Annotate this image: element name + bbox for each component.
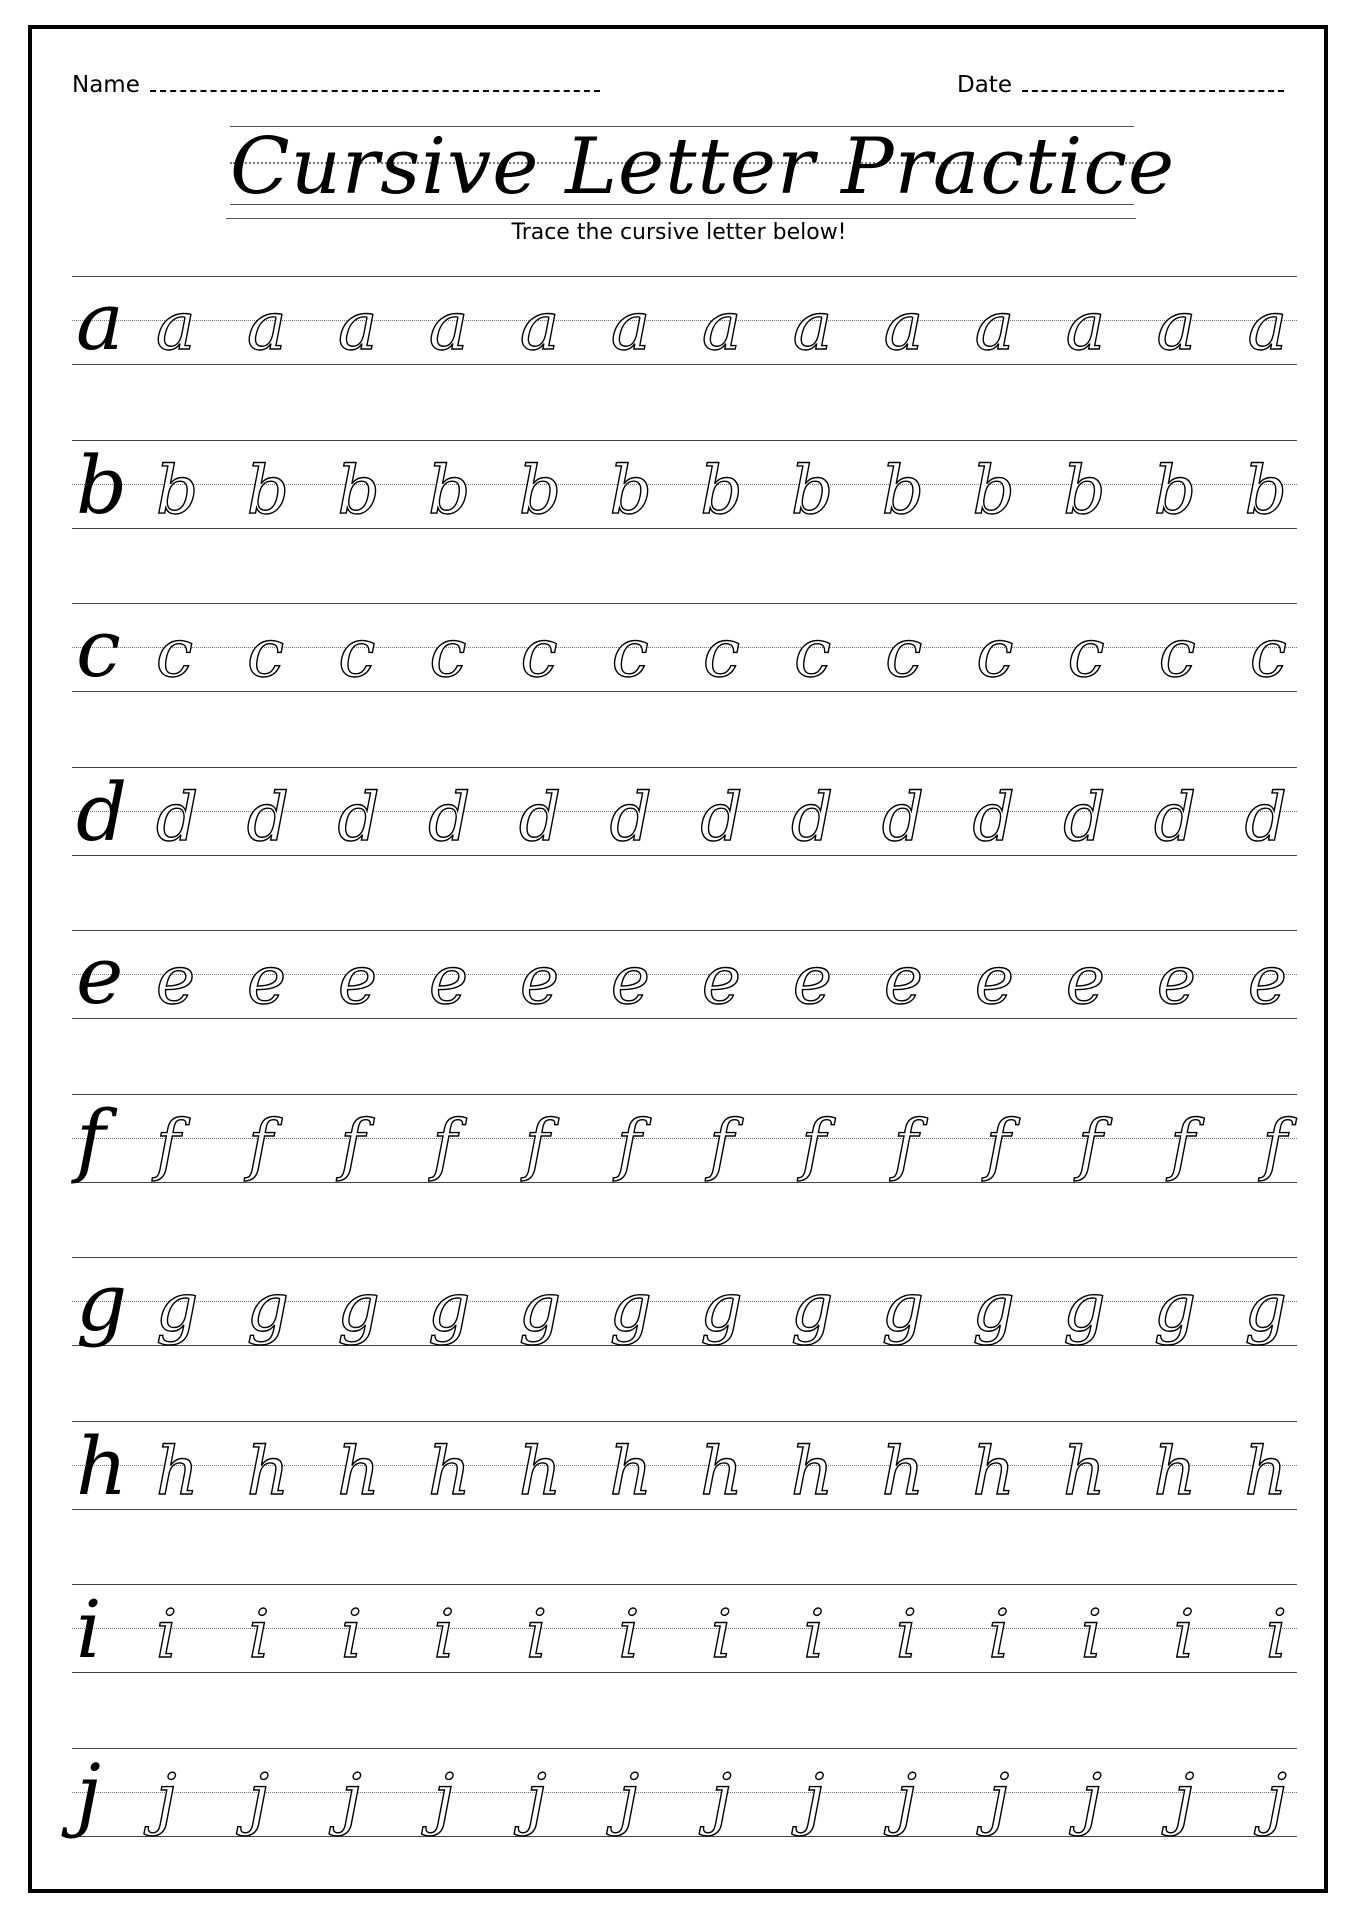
model-letter: f (76, 1092, 106, 1186)
practice-row-a (72, 276, 1297, 436)
trace-letter: b (337, 451, 380, 529)
trace-letter: e (701, 942, 741, 1019)
trace-letters (156, 451, 1287, 529)
trace-letter: j (248, 1759, 269, 1837)
trace-letter: e (974, 942, 1014, 1019)
title-under-line (226, 218, 1136, 219)
trace-letter: b (156, 451, 199, 529)
trace-letter: f (1170, 1105, 1195, 1183)
trace-letter: i (525, 1596, 548, 1673)
trace-letters (156, 778, 1287, 856)
trace-letter: h (1153, 1432, 1197, 1510)
trace-letter: c (976, 615, 1014, 692)
trace-letter: h (156, 1432, 199, 1510)
trace-letter: f (801, 1105, 826, 1183)
trace-letter: i (340, 1596, 363, 1673)
trace-letter: f (524, 1105, 550, 1183)
trace-letters (156, 1596, 1287, 1673)
row-top-line (72, 1421, 1297, 1422)
trace-letter: b (428, 451, 471, 529)
trace-letter: e (246, 942, 287, 1019)
trace-letter: b (1063, 451, 1106, 529)
name-field (72, 72, 600, 98)
trace-letter: h (246, 1432, 290, 1510)
trace-letter: h (609, 1432, 653, 1510)
trace-letter: j (711, 1759, 732, 1837)
trace-letter: h (790, 1432, 834, 1510)
model-letter: g (76, 1256, 128, 1349)
practice-row-b (72, 440, 1297, 600)
trace-letter: c (1067, 615, 1105, 692)
trace-letter: j (341, 1759, 362, 1837)
row-top-line (72, 603, 1297, 604)
trace-letter: g (1244, 1269, 1287, 1346)
trace-letter: a (1065, 288, 1106, 365)
trace-letter: i (1173, 1596, 1195, 1673)
trace-letter: j (1081, 1759, 1102, 1837)
trace-letter: d (791, 778, 834, 856)
row-top-line (72, 1748, 1297, 1749)
date-field (957, 72, 1284, 98)
trace-letter: c (794, 615, 832, 692)
trace-letters (156, 1269, 1287, 1346)
trace-letter: g (337, 1269, 380, 1346)
trace-letter: i (618, 1596, 640, 1673)
trace-letter: g (156, 1269, 199, 1346)
trace-letter: g (972, 1269, 1015, 1346)
model-letter: d (76, 765, 128, 859)
instruction-text: Trace the cursive letter below! (511, 220, 847, 245)
trace-letter: d (1244, 778, 1287, 856)
trace-letter: j (433, 1759, 455, 1837)
trace-letter: j (526, 1759, 547, 1837)
trace-letter: c (338, 615, 376, 692)
trace-letter: g (791, 1269, 834, 1346)
trace-letter: f (248, 1105, 273, 1183)
trace-letter: e (792, 942, 832, 1019)
trace-letter: b (1244, 451, 1287, 529)
trace-letter: b (700, 451, 743, 529)
name-label: Name (72, 72, 140, 98)
model-letter: j (76, 1746, 101, 1840)
trace-letter: g (609, 1269, 652, 1346)
trace-letter: e (156, 942, 196, 1019)
trace-letter: j (1266, 1759, 1287, 1837)
trace-letter: c (520, 615, 558, 692)
trace-letter: g (700, 1269, 743, 1346)
trace-letter: i (895, 1596, 917, 1673)
trace-letter: c (611, 615, 649, 692)
row-top-line (72, 1094, 1297, 1095)
trace-letter: h (337, 1432, 380, 1510)
trace-letter: j (988, 1759, 1010, 1837)
trace-letter: g (1063, 1269, 1106, 1346)
trace-letter: b (609, 451, 652, 529)
trace-letter: a (246, 288, 287, 365)
trace-letter: b (1153, 451, 1197, 529)
practice-row-g (72, 1257, 1297, 1417)
trace-letter: a (610, 288, 651, 365)
trace-letter: c (1158, 615, 1196, 692)
model-letter: e (76, 929, 124, 1022)
trace-letter: d (700, 778, 743, 856)
trace-letter: j (156, 1759, 177, 1837)
trace-letter: h (1244, 1432, 1287, 1510)
trace-letter: d (1063, 778, 1106, 856)
model-letter: a (76, 275, 124, 368)
trace-letter: e (610, 942, 650, 1019)
trace-letter: c (429, 615, 467, 692)
trace-letter: b (791, 451, 834, 529)
trace-letter: d (246, 778, 289, 856)
trace-letter: e (1065, 942, 1105, 1019)
trace-letter: e (337, 942, 378, 1019)
trace-letter: h (972, 1432, 1015, 1510)
trace-letters (156, 1432, 1287, 1510)
trace-letters (156, 942, 1287, 1019)
practice-row-i (72, 1584, 1297, 1744)
trace-letter: f (709, 1105, 734, 1183)
trace-letter: d (1153, 778, 1197, 856)
row-top-line (72, 930, 1297, 931)
trace-letter: b (972, 451, 1015, 529)
trace-letter: i (710, 1596, 733, 1673)
trace-letter: a (883, 288, 924, 365)
trace-letters (156, 1759, 1287, 1837)
trace-letter: f (1262, 1105, 1287, 1183)
row-top-line (72, 440, 1297, 441)
title-block (230, 122, 1176, 222)
model-letter: h (76, 1419, 128, 1513)
model-letter: i (76, 1583, 102, 1676)
row-top-line (72, 1584, 1297, 1585)
trace-letter: d (156, 778, 199, 856)
trace-letter: a (337, 288, 378, 365)
trace-letter: h (881, 1432, 925, 1510)
model-letter: b (76, 438, 128, 532)
trace-letters (156, 1105, 1287, 1183)
practice-row-h (72, 1421, 1297, 1581)
trace-letter: d (881, 778, 924, 856)
name-blank-line (150, 80, 600, 92)
trace-letter: c (885, 615, 923, 692)
trace-letter: a (1247, 288, 1287, 365)
row-top-line (72, 767, 1297, 768)
trace-letter: g (428, 1269, 471, 1346)
trace-letter: e (883, 942, 923, 1019)
trace-letter: c (702, 615, 740, 692)
trace-letter: f (985, 1105, 1011, 1183)
trace-letters (156, 615, 1287, 692)
trace-letter: f (156, 1105, 181, 1183)
trace-letter: i (803, 1596, 825, 1673)
trace-letter: f (340, 1105, 365, 1183)
trace-letter: f (893, 1105, 919, 1183)
date-label: Date (957, 72, 1012, 98)
trace-letter: a (519, 288, 560, 365)
trace-letter: c (1249, 615, 1287, 692)
trace-letter: a (156, 288, 196, 365)
trace-letter: h (428, 1432, 471, 1510)
trace-letter: b (518, 451, 562, 529)
trace-letter: a (1156, 288, 1197, 365)
trace-letter: e (519, 942, 559, 1019)
trace-letter: i (433, 1596, 455, 1673)
trace-letter: h (700, 1432, 743, 1510)
trace-letter: a (428, 288, 469, 365)
practice-row-c (72, 603, 1297, 763)
trace-letter: d (609, 778, 652, 856)
trace-letter: h (518, 1432, 562, 1510)
trace-letter: e (1247, 942, 1287, 1019)
trace-letter: j (1173, 1759, 1195, 1837)
trace-letter: j (618, 1759, 640, 1837)
practice-row-e (72, 930, 1297, 1090)
trace-letter: i (248, 1596, 270, 1673)
page-title: Cursive Letter Practice (230, 122, 1176, 212)
trace-letter: d (518, 778, 562, 856)
trace-letter: d (428, 778, 471, 856)
trace-letter: b (246, 451, 289, 529)
trace-letter: f (432, 1105, 458, 1183)
row-top-line (72, 276, 1297, 277)
trace-letter: i (1080, 1596, 1102, 1673)
row-top-line (72, 1257, 1297, 1258)
trace-letter: d (972, 778, 1015, 856)
trace-letter: g (518, 1269, 562, 1346)
trace-letter: d (337, 778, 380, 856)
trace-letter: a (974, 288, 1015, 365)
trace-letter: i (156, 1596, 178, 1673)
trace-letter: i (1265, 1596, 1287, 1673)
trace-letter: f (1078, 1105, 1103, 1183)
practice-row-d (72, 767, 1297, 927)
trace-letter: b (881, 451, 924, 529)
trace-letter: j (896, 1759, 917, 1837)
trace-letter: c (156, 615, 193, 692)
trace-letter: c (247, 615, 285, 692)
trace-letter: g (881, 1269, 924, 1346)
trace-letter: a (701, 288, 742, 365)
date-blank-line (1022, 80, 1284, 92)
trace-letter: j (803, 1759, 825, 1837)
trace-letters (156, 288, 1287, 365)
trace-letter: f (617, 1105, 642, 1183)
trace-letter: h (1063, 1432, 1106, 1510)
trace-letter: g (246, 1269, 289, 1346)
trace-letter: a (792, 288, 833, 365)
model-letter: c (76, 602, 121, 695)
practice-row-j (72, 1748, 1297, 1908)
trace-letter: e (1156, 942, 1196, 1019)
practice-row-f (72, 1094, 1297, 1254)
trace-letter: i (988, 1596, 1010, 1673)
trace-letter: e (428, 942, 469, 1019)
trace-letter: g (1153, 1269, 1197, 1346)
